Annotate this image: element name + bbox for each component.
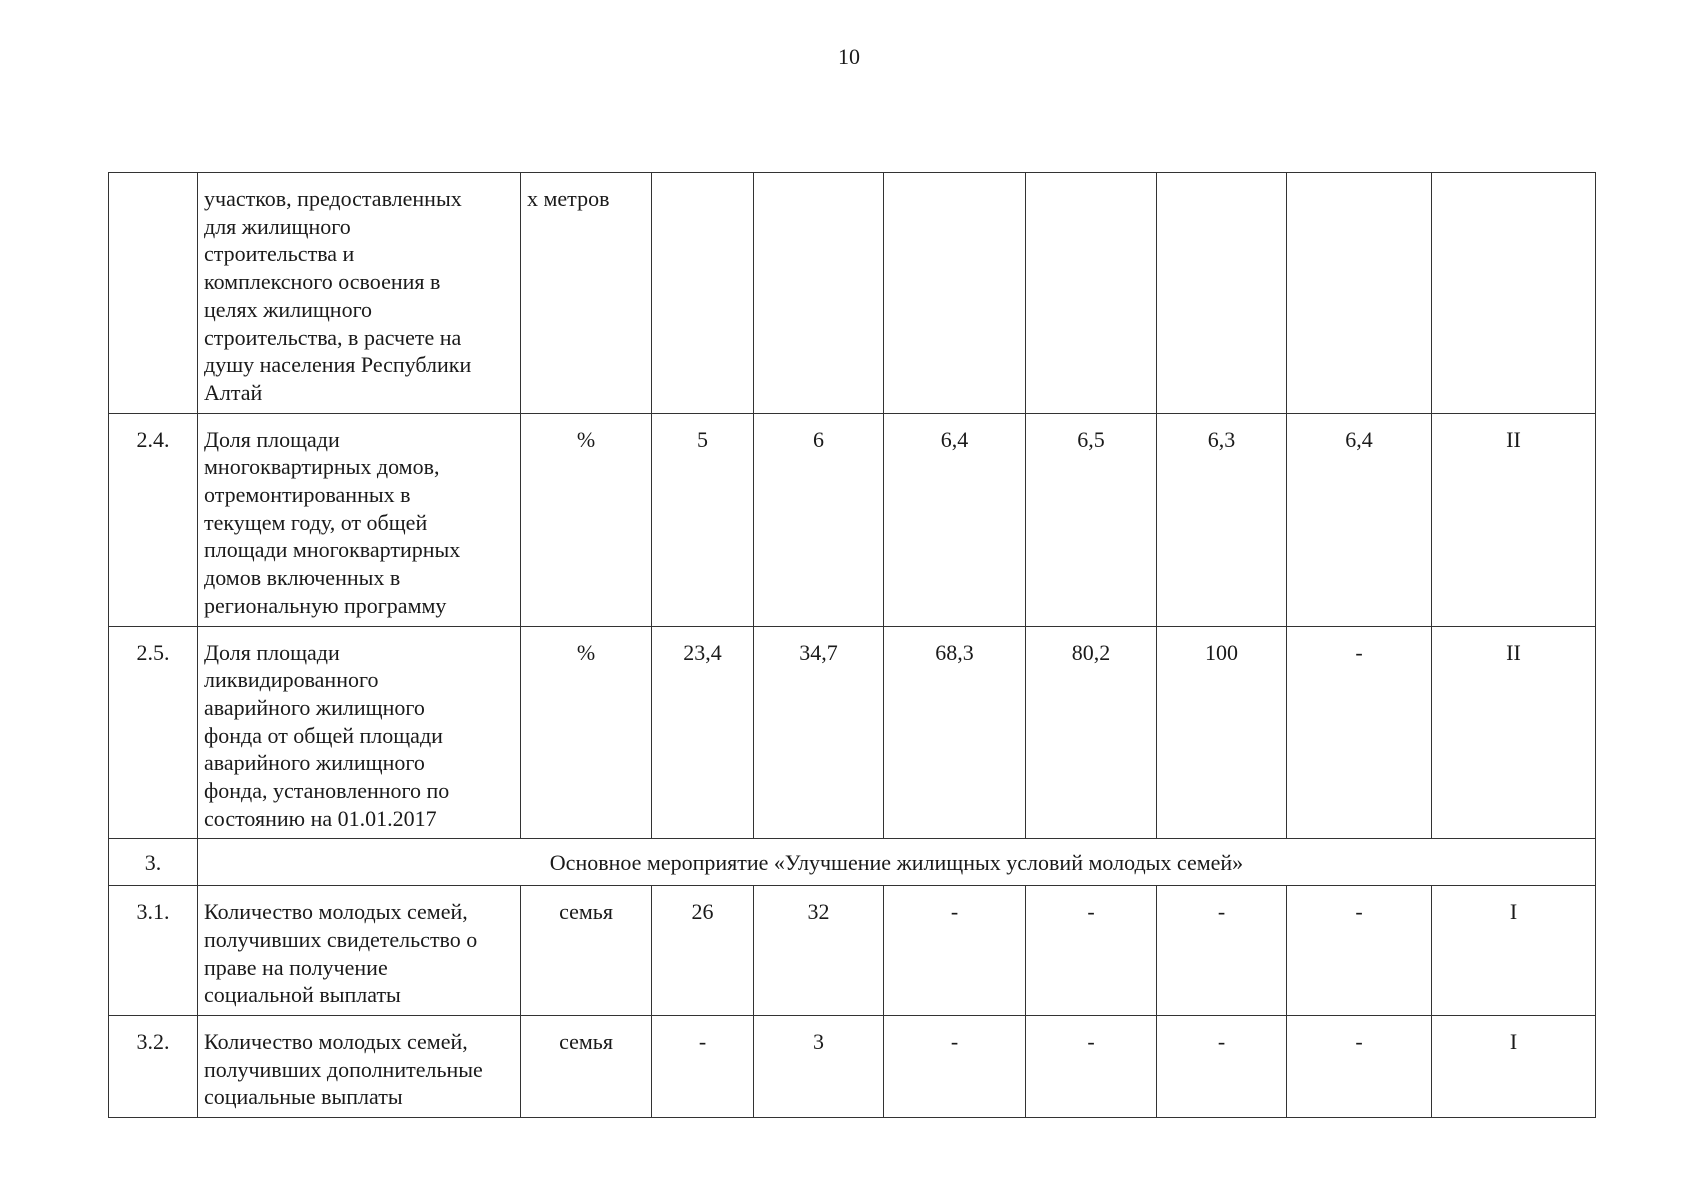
value-year-3: -	[884, 1015, 1026, 1117]
table-row	[109, 413, 1596, 626]
description-line: состоянию на 01.01.2017	[204, 805, 437, 831]
value-year-5: -	[1157, 1015, 1287, 1117]
indicator-description	[198, 886, 521, 1016]
value-year-1	[652, 173, 754, 414]
description-line: социальной выплаты	[204, 982, 401, 1008]
value-year-4: -	[1026, 1015, 1157, 1117]
value-year-2: 6	[754, 413, 884, 626]
description-line: региональную программу	[204, 592, 447, 618]
table-row	[109, 626, 1596, 839]
value-year-2: 3	[754, 1015, 884, 1117]
row-number: 3.2.	[109, 1015, 198, 1117]
section-row	[109, 839, 1596, 886]
value-year-1: 5	[652, 413, 754, 626]
value-year-6: -	[1287, 886, 1432, 1016]
value-year-6	[1287, 173, 1432, 414]
value-year-4: 80,2	[1026, 626, 1157, 839]
indicator-description	[198, 1015, 521, 1117]
value-year-6: -	[1287, 1015, 1432, 1117]
description-line: получивших дополнительные	[204, 1056, 483, 1082]
unit-of-measure: х метров	[521, 173, 652, 414]
table-row	[109, 886, 1596, 1016]
description-line: комплексного освоения в	[204, 269, 441, 295]
description-line: домов включенных в	[204, 565, 401, 591]
unit-of-measure: семья	[521, 886, 652, 1016]
value-year-2	[754, 173, 884, 414]
description-line: получивших свидетельство о	[204, 926, 478, 952]
row-number: 2.5.	[109, 626, 198, 839]
value-year-6: -	[1287, 626, 1432, 839]
description-line: аварийного жилищного	[204, 694, 425, 720]
value-year-4	[1026, 173, 1157, 414]
description-line: фонда от общей площади	[204, 722, 443, 748]
description-line: фонда, установленного по	[204, 778, 450, 804]
description-line: Количество молодых семей,	[204, 1028, 468, 1054]
description-line: строительства и	[204, 241, 355, 267]
indicator-description	[198, 626, 521, 839]
description-line: целях жилищного	[204, 296, 373, 322]
description-line: Доля площади	[204, 426, 340, 452]
indicator-description	[198, 413, 521, 626]
row-number: 2.4.	[109, 413, 198, 626]
indicators-table	[108, 172, 1596, 1118]
description-line: отремонтированных в	[204, 482, 411, 508]
description-line: многоквартирных домов,	[204, 454, 440, 480]
value-year-1: 26	[652, 886, 754, 1016]
indicator-category	[1432, 173, 1596, 414]
value-year-5: 6,3	[1157, 413, 1287, 626]
unit-of-measure: семья	[521, 1015, 652, 1117]
value-year-4: 6,5	[1026, 413, 1157, 626]
value-year-3: 6,4	[884, 413, 1026, 626]
section-title: Основное мероприятие «Улучшение жилищных условий молодых семей»	[198, 839, 1596, 886]
value-year-2: 32	[754, 886, 884, 1016]
description-line: площади многоквартирных	[204, 537, 461, 563]
row-number: 3.	[109, 839, 198, 886]
indicator-category: I	[1432, 1015, 1596, 1117]
value-year-3: 68,3	[884, 626, 1026, 839]
description-line: участков, предоставленных	[204, 186, 462, 211]
value-year-5: -	[1157, 886, 1287, 1016]
description-line: Количество молодых семей,	[204, 899, 468, 925]
table-body	[109, 173, 1596, 1118]
description-line: праве на получение	[204, 954, 388, 980]
row-number	[109, 173, 198, 414]
value-year-1: -	[652, 1015, 754, 1117]
description-line: Доля площади	[204, 639, 340, 665]
description-line: текущем году, от общей	[204, 509, 428, 535]
table-row	[109, 173, 1596, 414]
unit-of-measure: %	[521, 413, 652, 626]
value-year-2: 34,7	[754, 626, 884, 839]
value-year-5: 100	[1157, 626, 1287, 839]
value-year-3	[884, 173, 1026, 414]
page-number: 10	[838, 44, 860, 69]
description-line: социальные выплаты	[204, 1084, 403, 1110]
indicator-category: I	[1432, 886, 1596, 1016]
value-year-4: -	[1026, 886, 1157, 1016]
value-year-1: 23,4	[652, 626, 754, 839]
description-line: строительства, в расчете на	[204, 324, 462, 350]
value-year-5	[1157, 173, 1287, 414]
table-row	[109, 1015, 1596, 1117]
description-line: аварийного жилищного	[204, 750, 425, 776]
indicator-category: II	[1432, 626, 1596, 839]
description-line: для жилищного	[204, 213, 351, 239]
value-year-3: -	[884, 886, 1026, 1016]
unit-of-measure: %	[521, 626, 652, 839]
indicator-description	[198, 173, 521, 414]
description-line: ликвидированного	[204, 667, 379, 693]
value-year-6: 6,4	[1287, 413, 1432, 626]
indicator-category: II	[1432, 413, 1596, 626]
description-line: душу населения Республики	[204, 352, 472, 378]
row-number: 3.1.	[109, 886, 198, 1016]
description-line: Алтай	[204, 379, 263, 405]
